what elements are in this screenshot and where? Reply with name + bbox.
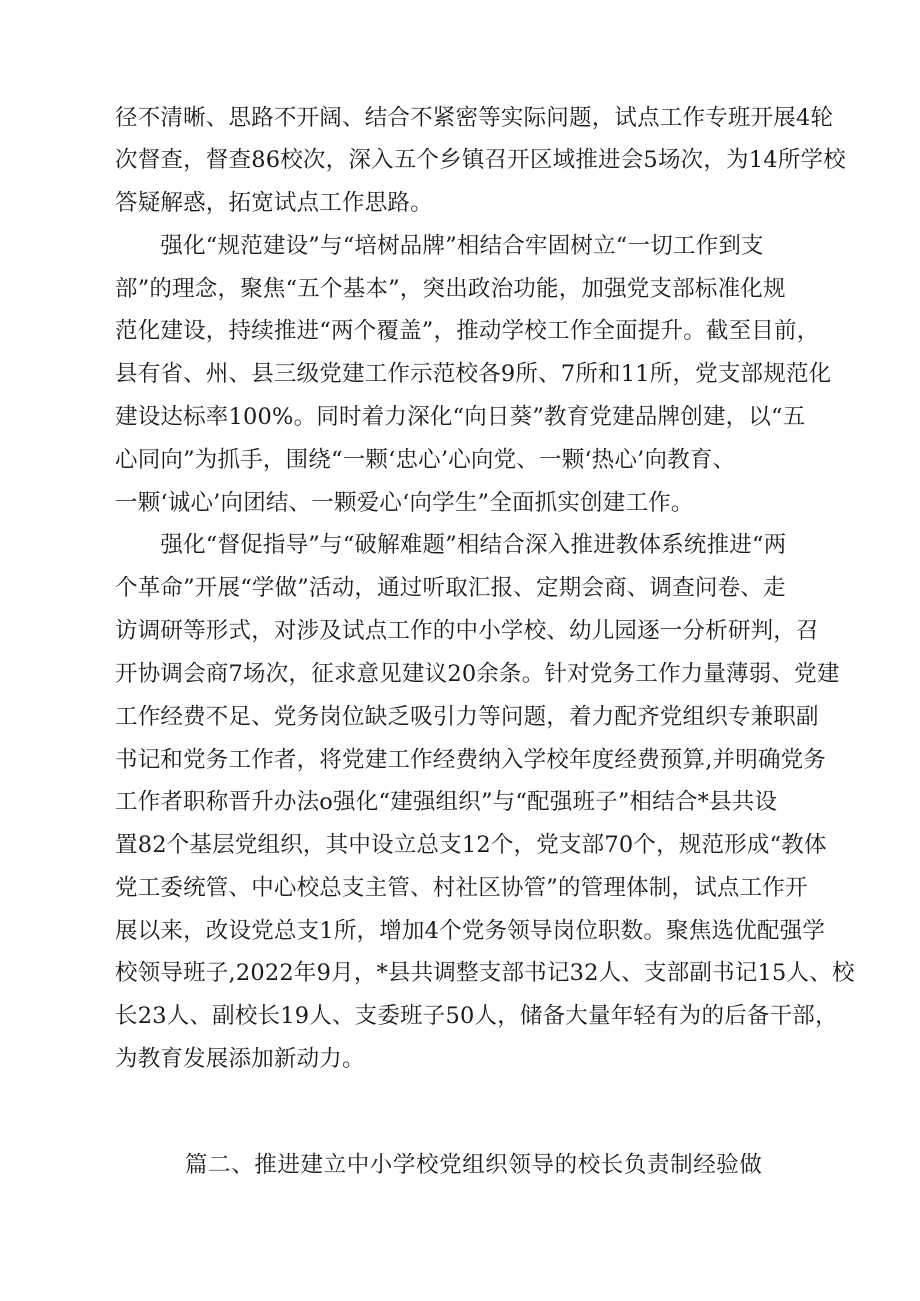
text-line-16: 书记和党务工作者，将党建工作经费纳入学校年度经费预算,并明确党务 [115, 747, 827, 773]
text-line-9: 心同向”为抓手，围绕“一颗‘忠心’心向党、一颗‘热心’向教育、 [115, 447, 736, 473]
text-line-7: 县有省、州、县三级党建工作示范校各9所、7所和11所，党支部规范化 [115, 361, 832, 387]
text-line-11: 强化“督促指导”与“破解难题”相结合深入推进教体系统推进“两 [115, 532, 787, 558]
text-line-10: 一颗‘诚心’向团结、一颗爱心‘向学生”全面抓实创建工作。 [115, 490, 694, 516]
text-line-23: 为教育发展添加新动力。 [115, 1046, 365, 1072]
text-line-20: 展以来，改设党总支1所，增加4个党务领导岗位职数。聚焦选优配强学 [115, 918, 826, 944]
text-line-6: 范化建设，持续推进“两个覆盖”，推动学校工作全面提升。截至目前， [115, 318, 820, 344]
text-line-2: 次督查，督查86校次，深入五个乡镇召开区域推进会5场次，为14所学校 [115, 147, 846, 173]
text-line-14: 开协调会商7场次，征求意见建议20余条。针对党务工作力量薄弱、党建 [115, 661, 840, 687]
text-line-5: 部”的理念，聚焦“五个基本”，突出政治功能，加强党支部标准化规 [115, 276, 786, 302]
text-line-4: 强化“规范建设”与“培树品牌”相结合牢固树立“一切工作到支 [115, 233, 764, 259]
text-line-18: 置82个基层党组织，其中设立总支12个，党支部70个，规范形成“教体 [115, 832, 827, 858]
text-line-19: 党工委统管、中心校总支主管、村社区协管”的管理体制，试点工作开 [115, 875, 808, 901]
text-line-1: 径不清晰、思路不开阔、结合不紧密等实际问题，试点工作专班开展4轮 [115, 105, 834, 131]
text-line-21: 校领导班子,2022年9月，*县共调整支部书记32人、支部副书记15人、校 [115, 960, 855, 986]
text-line-17: 工作者职称晋升办法o强化“建强组织”与“配强班子”相结合*县共设 [115, 789, 778, 815]
text-line-22: 长23人、副校长19人、支委班子50人，储备大量年轻有为的后备干部， [115, 1003, 838, 1029]
text-line-15: 工作经费不足、党务岗位缺乏吸引力等问题，着力配齐党组织专兼职副 [115, 704, 819, 730]
text-line-3: 答疑解惑，拓宽试点工作思路。 [115, 190, 433, 216]
section-title: 篇二、推进建立中小学校党组织领导的校长负责制经验做 [185, 1152, 763, 1178]
text-line-8: 建设达标率100%。同时着力深化“向日葵”教育党建品牌创建，以“五 [115, 404, 806, 430]
text-line-13: 访调研等形式，对涉及试点工作的中小学校、幼儿园逐一分析研判，召 [115, 618, 819, 644]
text-line-12: 个革命”开展“学做”活动，通过听取汇报、定期会商、调查问卷、走 [115, 575, 786, 601]
